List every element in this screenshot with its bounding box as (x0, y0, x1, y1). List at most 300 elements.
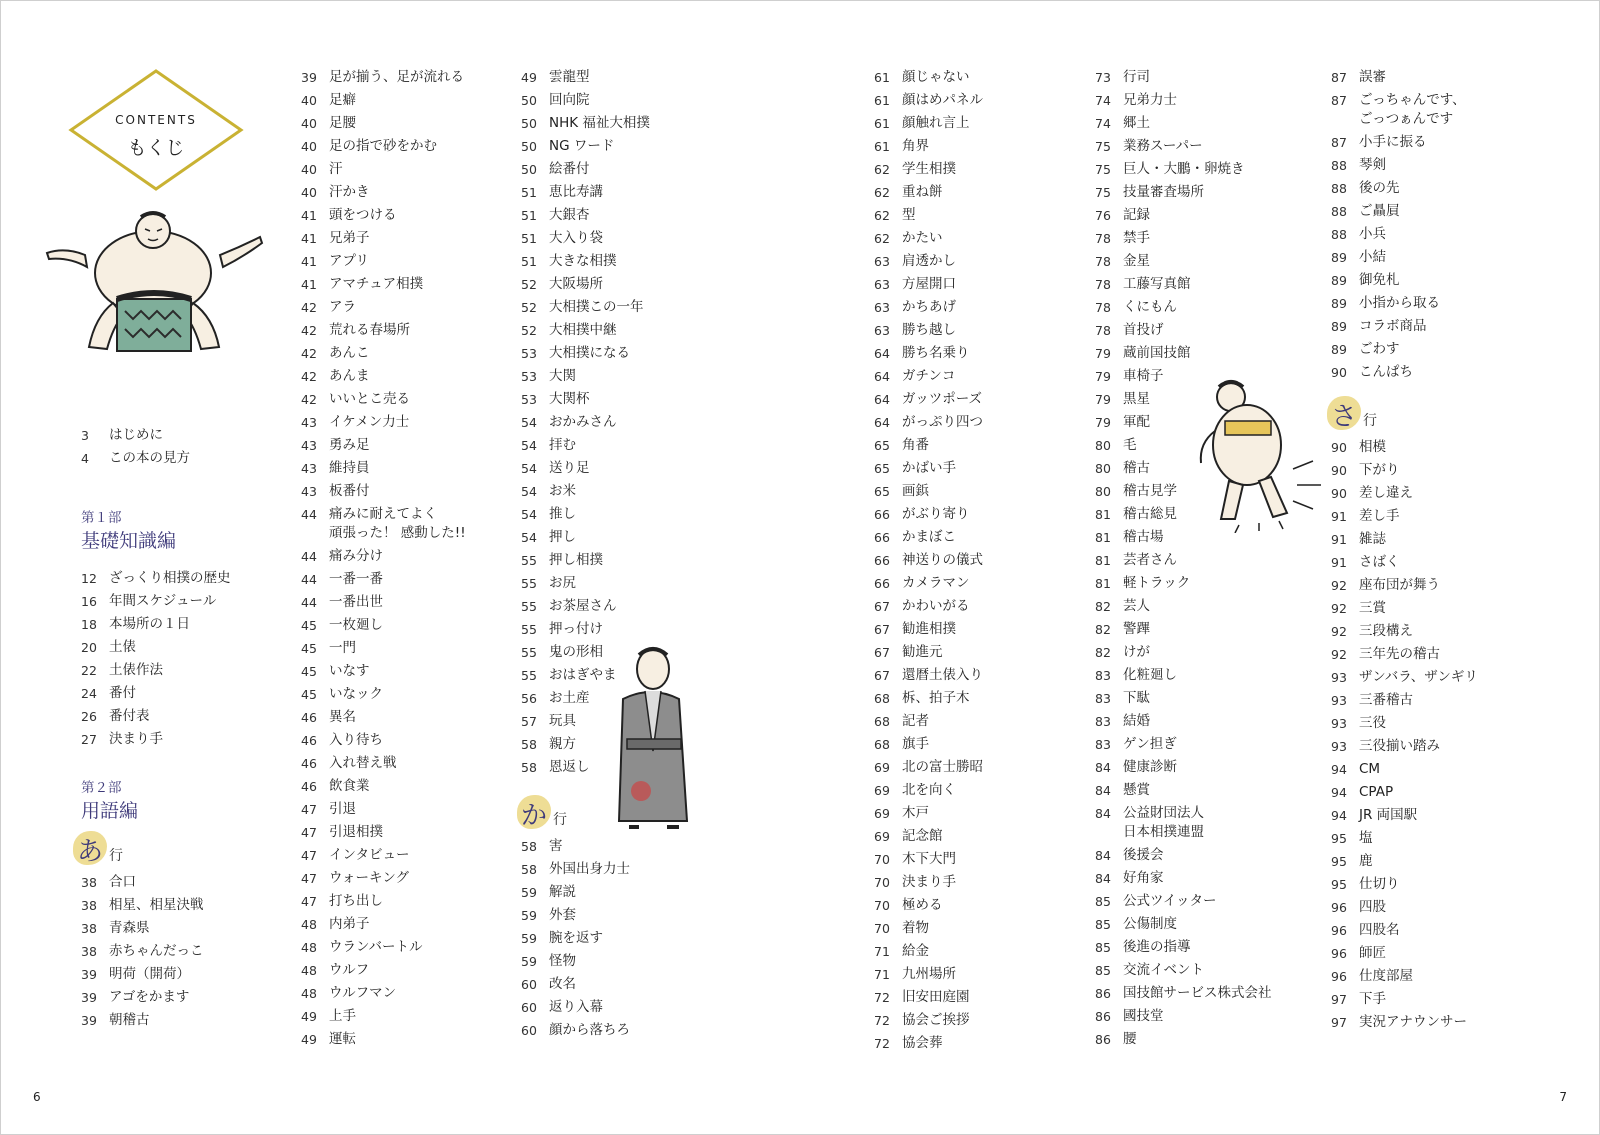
list-item[interactable] (874, 480, 983, 503)
entry-term: 送り足 (549, 460, 590, 476)
entry-term: 朝稽古 (109, 1012, 150, 1028)
entry-term: 稽古見学 (1123, 483, 1177, 499)
list-item[interactable] (874, 894, 983, 917)
entry-term: 恵比寿講 (549, 184, 603, 200)
list-item[interactable] (874, 388, 983, 411)
list-item[interactable] (521, 388, 650, 411)
page-number: 62 (874, 231, 890, 246)
page-number: 84 (1095, 871, 1111, 886)
list-item[interactable] (521, 618, 650, 641)
list-item[interactable] (301, 1005, 466, 1028)
page-number: 51 (521, 254, 537, 269)
list-item[interactable] (301, 683, 466, 706)
page-number: 50 (521, 93, 537, 108)
list-item[interactable] (81, 963, 204, 986)
entry-term: 木戸 (902, 805, 929, 821)
list-item[interactable] (1095, 867, 1272, 890)
list-item[interactable] (81, 728, 231, 751)
list-item[interactable] (874, 641, 983, 664)
list-item[interactable] (301, 365, 466, 388)
toc-column-6-bottom (1331, 436, 1478, 1034)
page-number: 68 (874, 737, 890, 752)
list-item[interactable] (301, 135, 466, 158)
list-item[interactable] (1331, 200, 1478, 223)
list-item[interactable] (874, 687, 983, 710)
page-number: 51 (521, 185, 537, 200)
list-item[interactable] (521, 881, 650, 904)
list-item[interactable] (1331, 131, 1478, 154)
list-item[interactable] (1331, 712, 1478, 735)
list-item[interactable] (521, 319, 650, 342)
list-item[interactable] (521, 158, 650, 181)
page-number: 89 (1331, 342, 1347, 357)
entry-term: 鹿 (1359, 853, 1373, 869)
list-item[interactable] (1095, 959, 1272, 982)
list-item[interactable] (1095, 1028, 1272, 1051)
list-item[interactable] (1095, 982, 1272, 1005)
list-item[interactable] (521, 250, 650, 273)
list-item[interactable] (1331, 827, 1478, 850)
list-item[interactable] (874, 365, 983, 388)
list-item[interactable] (1095, 319, 1272, 342)
list-item[interactable] (521, 973, 650, 996)
list-item[interactable] (301, 568, 466, 591)
list-item[interactable] (301, 1028, 466, 1051)
list-item[interactable]: 4 この本の見方 (81, 450, 190, 466)
list-item[interactable] (301, 434, 466, 457)
list-item[interactable] (1095, 227, 1272, 250)
list-item[interactable] (1095, 549, 1272, 572)
entry-term-line: 頑張った！ 感動した!! (329, 525, 466, 541)
entry-term: 仕度部屋 (1359, 968, 1413, 984)
list-item[interactable] (1095, 595, 1272, 618)
list-item[interactable] (1331, 988, 1478, 1011)
page-number: 64 (874, 369, 890, 384)
list-item[interactable] (81, 682, 231, 705)
list-item[interactable] (521, 904, 650, 927)
list-item[interactable] (301, 66, 466, 89)
list-item[interactable] (1331, 620, 1478, 643)
page-number: 50 (521, 162, 537, 177)
entry-term: 大関杯 (549, 391, 590, 407)
page-number: 63 (874, 323, 890, 338)
list-item[interactable] (874, 250, 983, 273)
list-item[interactable] (1331, 781, 1478, 804)
list-item[interactable] (1331, 361, 1478, 384)
list-item[interactable] (521, 595, 650, 618)
list-item[interactable] (1095, 250, 1272, 273)
list-item[interactable] (874, 112, 983, 135)
list-item[interactable] (1331, 528, 1478, 551)
page-number: 91 (1331, 532, 1347, 547)
list-item[interactable] (301, 844, 466, 867)
page-number: 41 (301, 231, 317, 246)
list-item[interactable] (1331, 177, 1478, 200)
list-item[interactable] (1331, 505, 1478, 528)
list-item[interactable] (301, 729, 466, 752)
entry-term: NHK 福祉大相撲 (549, 115, 650, 131)
page-number: 48 (301, 940, 317, 955)
list-item[interactable] (1331, 643, 1478, 666)
list-item[interactable] (521, 434, 650, 457)
list-item[interactable] (874, 526, 983, 549)
list-item[interactable] (874, 848, 983, 871)
list-item[interactable] (81, 940, 204, 963)
list-item[interactable] (301, 936, 466, 959)
list-item[interactable] (301, 273, 466, 296)
list-item[interactable] (874, 986, 983, 1009)
list-item[interactable] (874, 618, 983, 641)
list-item[interactable] (1095, 204, 1272, 227)
page-number: 55 (521, 668, 537, 683)
page-number: 39 (81, 990, 97, 1005)
list-item[interactable] (874, 549, 983, 572)
list-item[interactable] (521, 135, 650, 158)
list-item[interactable] (521, 112, 650, 135)
entry-term: 禁手 (1123, 230, 1150, 246)
page-number: 43 (301, 461, 317, 476)
list-item[interactable] (81, 871, 204, 894)
list-item[interactable] (1095, 733, 1272, 756)
list-item[interactable] (301, 227, 466, 250)
list-item[interactable] (521, 927, 650, 950)
list-item[interactable] (874, 227, 983, 250)
list-item[interactable] (301, 982, 466, 1005)
page-number: 60 (521, 1000, 537, 1015)
page-number: 42 (301, 369, 317, 384)
list-item[interactable] (301, 660, 466, 683)
list-item[interactable] (81, 986, 204, 1009)
entry-term: 交流イベント (1123, 962, 1204, 978)
list-item[interactable] (81, 917, 204, 940)
list-item[interactable] (1331, 1011, 1478, 1034)
list-item[interactable] (521, 273, 650, 296)
list-item[interactable] (874, 319, 983, 342)
list-item[interactable] (1095, 756, 1272, 779)
list-item[interactable] (1095, 342, 1272, 365)
entry-term: ゲン担ぎ (1123, 736, 1177, 752)
list-item[interactable] (874, 917, 983, 940)
list-item[interactable] (874, 181, 983, 204)
page-number: 91 (1331, 555, 1347, 570)
toc-column-3 (521, 66, 650, 1042)
list-item[interactable] (301, 503, 466, 545)
list-item[interactable] (1331, 666, 1478, 689)
page-number: 67 (874, 622, 890, 637)
page-number: 92 (1331, 578, 1347, 593)
list-item[interactable] (1095, 664, 1272, 687)
entry-term: 飲食業 (329, 778, 370, 794)
list-item[interactable] (521, 181, 650, 204)
list-item[interactable] (521, 480, 650, 503)
list-item[interactable] (81, 1009, 204, 1032)
list-item[interactable] (1095, 844, 1272, 867)
list-item[interactable] (874, 664, 983, 687)
page-number: 75 (1095, 185, 1111, 200)
entry-term: おかみさん (549, 414, 617, 430)
list-item[interactable] (301, 706, 466, 729)
page-number: 93 (1331, 670, 1347, 685)
entry-term: 給金 (902, 943, 929, 959)
list-item[interactable] (521, 296, 650, 319)
page-number: 86 (1095, 1009, 1111, 1024)
page-number: 40 (301, 116, 317, 131)
list-item[interactable] (301, 319, 466, 342)
list-item[interactable] (301, 388, 466, 411)
list-item[interactable] (1095, 710, 1272, 733)
list-item[interactable] (1331, 292, 1478, 315)
list-item[interactable] (874, 273, 983, 296)
list-item[interactable] (301, 752, 466, 775)
entry-term: 記録 (1123, 207, 1150, 223)
list-item[interactable] (1331, 735, 1478, 758)
list-item[interactable] (874, 963, 983, 986)
list-item[interactable] (1095, 112, 1272, 135)
page-number: 81 (1095, 576, 1111, 591)
list-item[interactable] (1095, 913, 1272, 936)
list-item[interactable] (874, 204, 983, 227)
page-number: 44 (301, 549, 317, 564)
list-item[interactable] (81, 590, 231, 613)
toc-column-4 (874, 66, 983, 1055)
list-item[interactable] (301, 545, 466, 568)
list-item[interactable] (874, 503, 983, 526)
list-item[interactable] (521, 950, 650, 973)
page-number: 66 (874, 507, 890, 522)
entry-term: 琴剣 (1359, 157, 1386, 173)
list-item[interactable] (521, 858, 650, 881)
list-item[interactable] (874, 342, 983, 365)
page-number: 41 (301, 208, 317, 223)
entry-term: 年間スケジュール (109, 593, 217, 609)
list-item[interactable] (81, 705, 231, 728)
list-item[interactable] (301, 181, 466, 204)
list-item[interactable] (1331, 873, 1478, 896)
list-item[interactable] (874, 434, 983, 457)
entry-term: 後援会 (1123, 847, 1164, 863)
list-item[interactable] (301, 158, 466, 181)
list-item[interactable] (1331, 89, 1478, 131)
list-item[interactable] (81, 613, 231, 636)
list-item[interactable] (81, 636, 231, 659)
list-item[interactable] (1331, 965, 1478, 988)
list-item[interactable] (1095, 181, 1272, 204)
list-item[interactable] (301, 614, 466, 637)
list-item[interactable] (301, 821, 466, 844)
list-item[interactable] (301, 204, 466, 227)
list-item[interactable] (1331, 315, 1478, 338)
list-item[interactable] (521, 1019, 650, 1042)
list-item[interactable] (1331, 574, 1478, 597)
list-item[interactable] (301, 342, 466, 365)
list-item[interactable] (1331, 223, 1478, 246)
list-item[interactable] (81, 894, 204, 917)
list-item[interactable] (1095, 890, 1272, 913)
list-item[interactable] (1331, 804, 1478, 827)
list-item[interactable] (521, 572, 650, 595)
entry-term: 推し (549, 506, 576, 522)
list-item[interactable] (301, 913, 466, 936)
list-item[interactable] (874, 89, 983, 112)
page-number: 85 (1095, 963, 1111, 978)
list-item[interactable]: 3 はじめに (81, 427, 163, 443)
page-number: 52 (521, 323, 537, 338)
intro-list (81, 424, 190, 470)
list-item[interactable] (301, 867, 466, 890)
page-number: 51 (521, 231, 537, 246)
list-item[interactable] (301, 959, 466, 982)
list-item[interactable] (521, 503, 650, 526)
list-item[interactable] (521, 457, 650, 480)
list-item[interactable] (1331, 896, 1478, 919)
entry-term: 三役揃い踏み (1359, 738, 1440, 754)
entry-term: 勝ち名乗り (902, 345, 970, 361)
entry-term: 顔じゃない (902, 69, 970, 85)
list-item[interactable] (1331, 482, 1478, 505)
list-item[interactable] (301, 250, 466, 273)
list-item[interactable] (301, 591, 466, 614)
list-item[interactable] (1095, 779, 1272, 802)
list-item[interactable] (1095, 641, 1272, 664)
list-item[interactable] (1331, 597, 1478, 620)
list-item[interactable] (1331, 436, 1478, 459)
entry-term: かばい手 (902, 460, 956, 476)
list-item[interactable] (874, 871, 983, 894)
list-item[interactable] (81, 567, 231, 590)
list-item[interactable] (874, 1032, 983, 1055)
list-item[interactable] (1095, 687, 1272, 710)
page-number: 87 (1331, 93, 1347, 108)
list-item[interactable] (1095, 89, 1272, 112)
entry-term: 維持員 (329, 460, 370, 476)
list-item[interactable] (1095, 66, 1272, 89)
entry-term: 外套 (549, 907, 576, 923)
list-item[interactable] (521, 66, 650, 89)
list-item[interactable] (1095, 296, 1272, 319)
entry-term: 差し手 (1359, 508, 1400, 524)
list-item[interactable] (301, 89, 466, 112)
list-item[interactable] (1095, 936, 1272, 959)
list-item[interactable] (874, 756, 983, 779)
list-item[interactable] (1331, 919, 1478, 942)
page-number: 42 (301, 323, 317, 338)
list-item[interactable] (1095, 158, 1272, 181)
entry-term: 解説 (549, 884, 576, 900)
list-item[interactable] (1095, 1005, 1272, 1028)
page-number: 70 (874, 921, 890, 936)
list-item[interactable] (301, 112, 466, 135)
list-item[interactable] (1331, 269, 1478, 292)
entry-term-line: 公益財団法人 (1123, 805, 1204, 821)
list-item[interactable] (521, 549, 650, 572)
entry-term: 明荷（開荷） (109, 966, 190, 982)
list-item[interactable] (1331, 758, 1478, 781)
list-item[interactable] (301, 411, 466, 434)
list-item[interactable] (874, 710, 983, 733)
list-item[interactable] (874, 1009, 983, 1032)
list-item[interactable] (521, 365, 650, 388)
list-item[interactable] (521, 89, 650, 112)
list-item[interactable] (874, 733, 983, 756)
entry-term: 仕切り (1359, 876, 1400, 892)
list-item[interactable] (1331, 459, 1478, 482)
list-item[interactable] (301, 775, 466, 798)
list-item[interactable] (874, 457, 983, 480)
list-item[interactable] (874, 135, 983, 158)
entry-term: 大相撲この一年 (549, 299, 644, 315)
list-item[interactable] (1095, 618, 1272, 641)
page-number: 50 (521, 139, 537, 154)
page-number: 86 (1095, 986, 1111, 1001)
list-item[interactable] (521, 342, 650, 365)
list-item[interactable] (521, 204, 650, 227)
page-number: 45 (301, 687, 317, 702)
list-item[interactable] (81, 659, 231, 682)
page-number: 71 (874, 967, 890, 982)
list-item[interactable] (521, 526, 650, 549)
list-item[interactable] (1331, 689, 1478, 712)
list-item[interactable] (1331, 66, 1478, 89)
list-item[interactable] (1331, 338, 1478, 361)
entry-term: 痛み分け (329, 548, 383, 564)
page-number: 89 (1331, 319, 1347, 334)
list-item[interactable] (1095, 802, 1272, 844)
list-item[interactable] (301, 890, 466, 913)
page-number: 42 (301, 300, 317, 315)
list-item[interactable] (1331, 942, 1478, 965)
list-item[interactable] (874, 158, 983, 181)
list-item[interactable] (301, 457, 466, 480)
part1-list (81, 567, 231, 751)
list-item[interactable] (521, 227, 650, 250)
page-number: 62 (874, 208, 890, 223)
list-item[interactable] (1331, 551, 1478, 574)
list-item[interactable] (521, 411, 650, 434)
list-item[interactable] (1331, 850, 1478, 873)
page-number: 45 (301, 618, 317, 633)
entry-term: CM (1359, 761, 1381, 777)
entry-term: CPAP (1359, 784, 1394, 800)
list-item[interactable] (874, 802, 983, 825)
page-number: 68 (874, 691, 890, 706)
list-item[interactable] (301, 480, 466, 503)
list-item[interactable] (874, 940, 983, 963)
page-number: 81 (1095, 553, 1111, 568)
list-item[interactable] (1095, 135, 1272, 158)
entry-term: 還暦土俵入り (902, 667, 983, 683)
list-item[interactable] (1331, 154, 1478, 177)
list-item[interactable] (1095, 273, 1272, 296)
list-item[interactable] (301, 798, 466, 821)
list-item[interactable] (874, 411, 983, 434)
entry-term: 稽古場 (1123, 529, 1164, 545)
list-item[interactable] (521, 996, 650, 1019)
list-item[interactable] (1095, 572, 1272, 595)
list-item[interactable] (874, 825, 983, 848)
page-number: 58 (521, 760, 537, 775)
list-item[interactable] (874, 296, 983, 319)
list-item[interactable] (301, 296, 466, 319)
list-item[interactable] (301, 637, 466, 660)
list-item[interactable] (874, 595, 983, 618)
list-item[interactable] (874, 572, 983, 595)
page-number: 87 (1331, 70, 1347, 85)
page-number: 78 (1095, 277, 1111, 292)
list-item[interactable] (874, 779, 983, 802)
entry-term: 師匠 (1359, 945, 1386, 961)
list-item[interactable] (874, 66, 983, 89)
list-item[interactable] (1331, 246, 1478, 269)
